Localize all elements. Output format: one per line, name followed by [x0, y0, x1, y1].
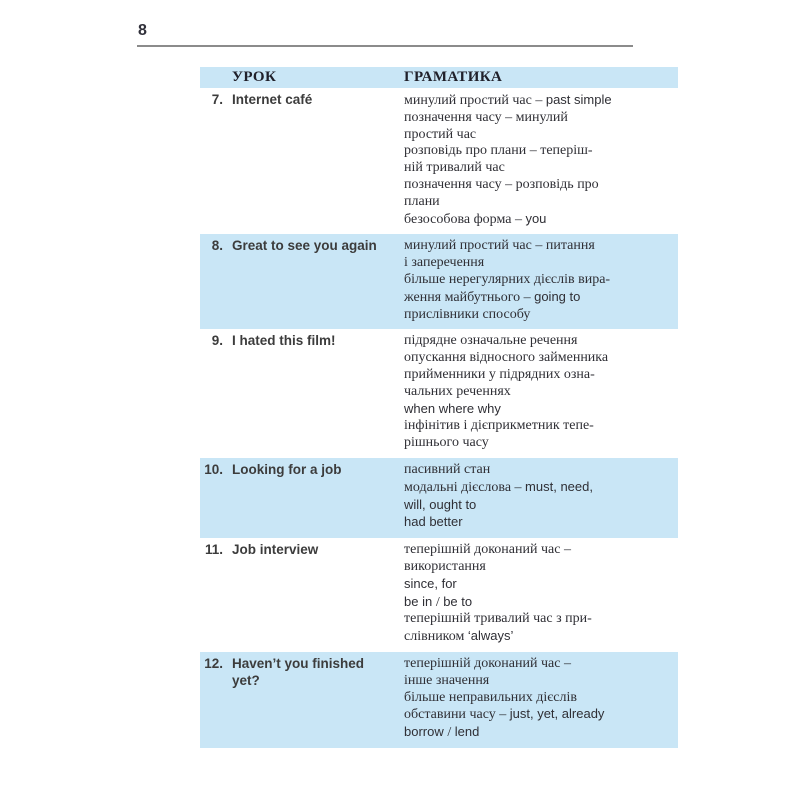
grammar-line: простий час	[404, 126, 477, 142]
lesson-title-line: I hated this film!	[232, 333, 336, 349]
grammar-line: слівником ‘always’	[404, 628, 514, 645]
lesson-title-line: Internet café	[232, 92, 313, 107]
grammar-line: пасивний стан	[404, 461, 491, 477]
grammar-line: минулий простий час – past simple	[404, 92, 612, 108]
grammar-line: ження майбутнього – going to	[404, 288, 581, 305]
grammar-line: borrow / lend	[404, 724, 480, 741]
grammar-line: since, for	[404, 575, 457, 591]
grammar-line: опускання відносного займенника	[404, 350, 609, 366]
lesson-number: 12.	[204, 655, 223, 671]
grammar-text	[404, 238, 678, 323]
column-header-grammar: ГРАМАТИКА	[404, 69, 503, 85]
lesson-title	[224, 542, 404, 646]
grammar-line: модальні дієслова – must, need,	[404, 478, 593, 495]
grammar-line: теперішній доконаний час –	[404, 542, 571, 558]
table-row	[200, 234, 678, 329]
column-header-lesson: УРОК	[232, 69, 277, 85]
grammar-line: be in / be to	[404, 593, 473, 610]
lesson-title-line: Great to see you again	[232, 238, 377, 254]
grammar-line: інфінітив і дієприкметник тепе-	[404, 418, 594, 434]
table-row	[200, 329, 678, 458]
lesson-title	[224, 462, 404, 532]
grammar-line: will, ought to	[404, 496, 477, 512]
grammar-line: більше нерегулярних дієслів вира-	[404, 271, 611, 287]
grammar-line: прислівники способу	[404, 306, 531, 322]
table-row	[200, 538, 678, 652]
grammar-text	[404, 92, 678, 228]
grammar-line: ній тривалий час	[404, 160, 505, 176]
grammar-line: теперішній доконаний час –	[404, 655, 571, 671]
grammar-line: інше значення	[404, 672, 490, 688]
grammar-line: підрядне означальне речення	[404, 333, 578, 349]
grammar-line: минулий простий час – питання	[404, 238, 595, 254]
lesson-title-line: Haven’t you finished	[232, 655, 365, 671]
grammar-line: обставини часу – just, yet, already	[404, 706, 605, 723]
page-number: 8	[138, 22, 147, 39]
lesson-title	[224, 238, 404, 323]
table-row	[200, 652, 678, 748]
lesson-title-line: yet?	[232, 672, 260, 688]
grammar-line: чальних реченнях	[404, 383, 511, 399]
header-rule	[137, 45, 633, 47]
lesson-title-line: Job interview	[232, 542, 319, 558]
lesson-title	[224, 333, 404, 452]
grammar-line: розповідь про плани – теперіш-	[404, 143, 593, 159]
contents-table	[200, 67, 678, 748]
grammar-line: використання	[404, 558, 486, 574]
grammar-line: теперішній тривалий час з при-	[404, 611, 592, 627]
table-row	[200, 88, 678, 234]
grammar-line: when where why	[404, 400, 501, 416]
lesson-title	[224, 92, 404, 228]
grammar-line: і заперечення	[404, 255, 485, 271]
grammar-text	[404, 333, 678, 452]
lesson-number: 10.	[204, 461, 223, 477]
grammar-text	[404, 656, 678, 742]
table-header-row	[200, 67, 678, 88]
table-body	[200, 88, 678, 748]
lesson-number: 11.	[204, 542, 223, 558]
grammar-line: більше неправильних дієслів	[404, 689, 577, 705]
lesson-number: 8.	[211, 238, 223, 254]
grammar-line: прийменники у підрядних озна-	[404, 366, 595, 382]
lesson-title	[224, 656, 404, 742]
table-row	[200, 458, 678, 538]
grammar-text	[404, 542, 678, 646]
grammar-text	[404, 462, 678, 532]
grammar-line: позначення часу – минулий	[404, 109, 568, 125]
lesson-number: 9.	[211, 333, 223, 349]
grammar-line: безособова форма – you	[404, 210, 547, 227]
lesson-title-line: Looking for a job	[232, 461, 342, 477]
grammar-line: плани	[404, 193, 440, 209]
grammar-line: позначення часу – розповідь про	[404, 176, 599, 192]
lesson-number: 7.	[211, 92, 223, 107]
grammar-line: had better	[404, 514, 463, 530]
grammar-line: рішнього часу	[404, 435, 489, 451]
